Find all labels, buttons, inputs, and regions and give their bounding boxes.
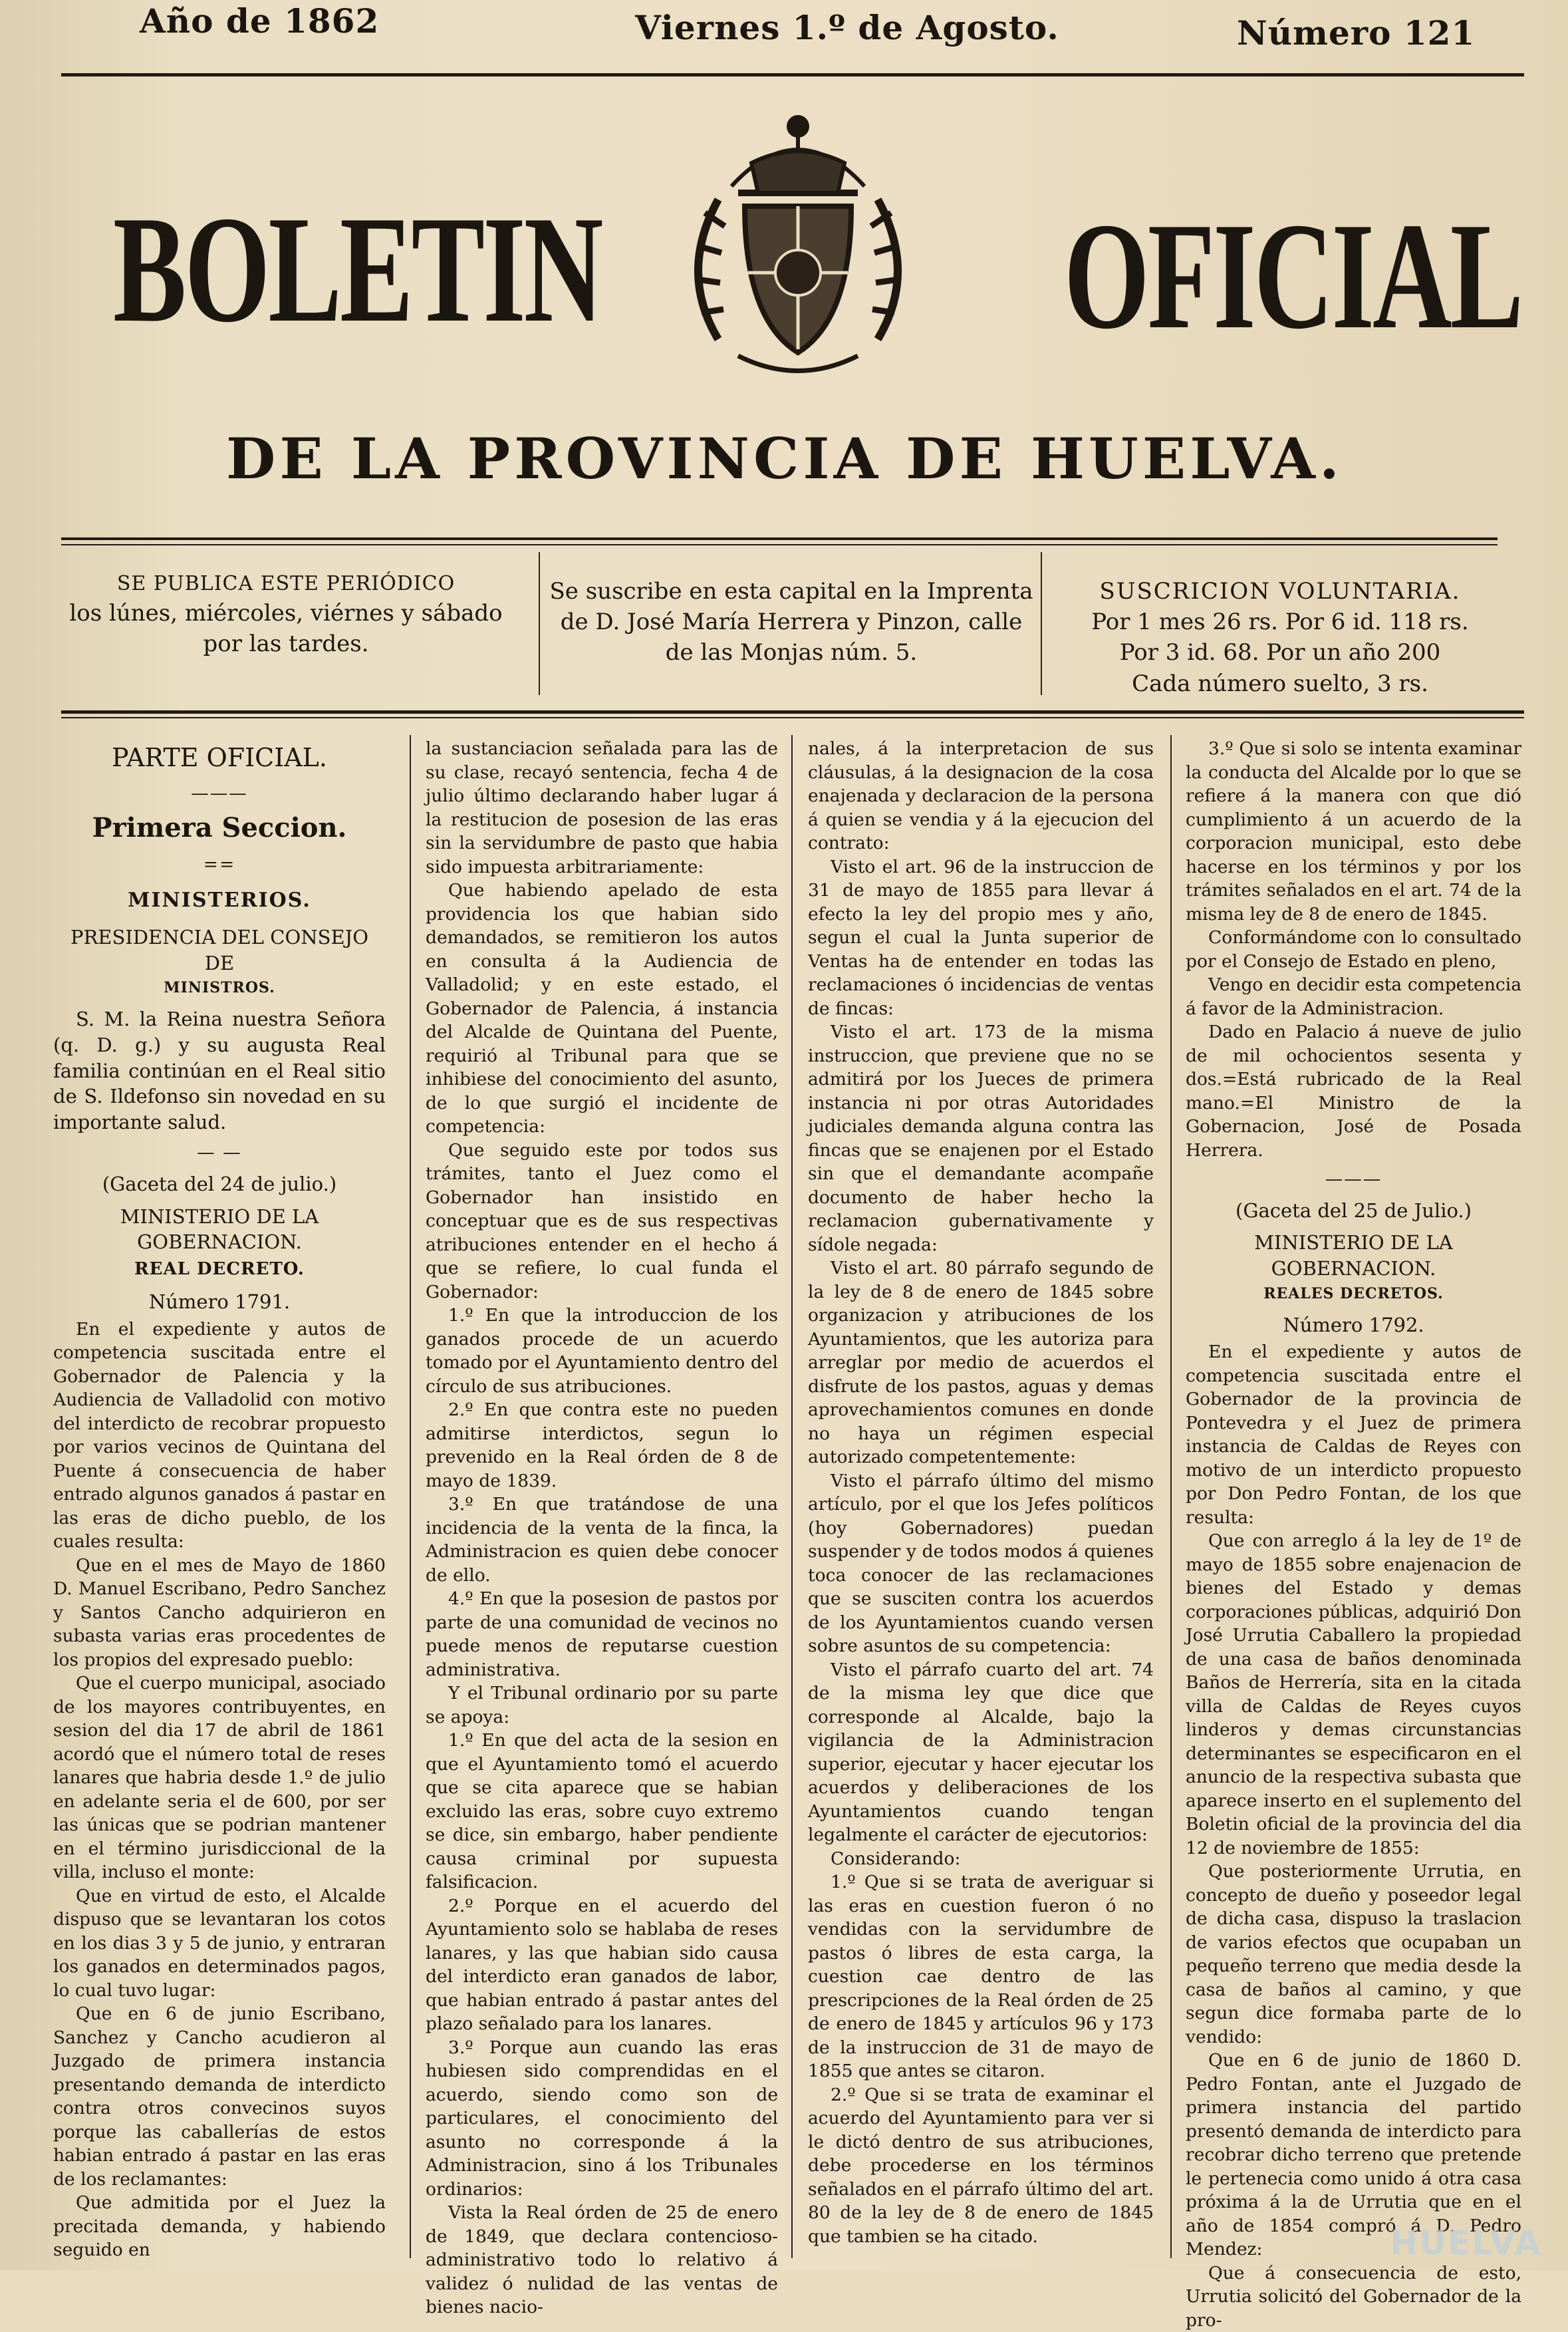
paragraph: 3.º En que tratándose de una incidencia de la venta de la finca, la Administracion es quien debe conocer de ello. — [426, 1494, 778, 1586]
paragraph: 3.º Porque aun cuando las eras hubiesen sido comprendidas en el acuerdo, siendo como son de particulares, el conocimiento del asunto no corresponde á la Administracion, sino á los Tribunales ordinarios: — [426, 2037, 778, 2200]
issue-number: Número 121 — [1237, 13, 1476, 53]
paragraph: En el expediente y autos de competencia suscitada entre el Gobernador de la provincia de Pontevedra y el Juez de primera instancia de Caldas de Reyes con motivo de un interdicto propuesto por Don Pedro Fontan, de los que resulta: — [1186, 1342, 1521, 1528]
ministerio-gobernacion-heading: MINISTERIO DE LA GOBERNACION. — [1254, 1231, 1453, 1280]
paragraph: Que habiendo apelado de esta providencia los que habian sido demandados, se remitieron los autos en consulta á la Audiencia de Valladolid; y en este estado, el Gobernador de Palencia, á instancia del Alcalde de Quintana del Puente, requirió al Tribunal para que se inhibiese del conocimiento del asunto, de lo que surgió el incidente de competencia: — [426, 880, 778, 1137]
archive-watermark: HUELVA — [1390, 2224, 1541, 2262]
primera-seccion-heading: Primera Seccion. — [92, 812, 347, 844]
separator: == — [203, 854, 236, 875]
decree-number: Número 1792. — [1283, 1313, 1424, 1336]
info-prices-heading: SUSCRICION VOLUNTARIA. — [1099, 578, 1461, 605]
issue-year: Año de 1862 — [140, 1, 380, 41]
info-place-line3: de las Monjas núm. 5. — [665, 639, 918, 666]
presidencia-subheading: MINISTROS. — [164, 979, 275, 997]
paragraph: 3.º Que si solo se intenta examinar la conducta del Alcalde por lo que se refiere á la manera con que dió cumplimiento á un acuerdo de la corporacion municipal, esto debe hacerse en los términos y por los trámites señalados en el art. 74 de la misma ley de 8 de enero de 1845. — [1186, 738, 1521, 925]
info-divider-2 — [1041, 552, 1042, 695]
paragraph: Que en 6 de junio de 1860 D. Pedro Fontan, ante el Juzgado de primera instancia del partido presentó demanda de interdicto para recobrar dicho terreno que pretende le pertenecia como unido á otra casa próxima á la de Urrutia que en el año de 1854 compró á D. Pedro Mendez: — [1186, 2050, 1521, 2260]
ministerio-gobernacion-heading: MINISTERIO DE LA GOBERNACION. — [120, 1205, 319, 1254]
paragraph: Conformándome con lo consultado por el Consejo de Estado en pleno, — [1186, 927, 1521, 972]
info-place-line1: Se suscribe en esta capital en la Imprenta — [549, 578, 1033, 605]
paragraph: Vista la Real órden de 25 de enero de 1849, que declara contencioso-administrativo todo lo relativo á validez ó nulidad de las ventas de bienes nacio- — [426, 2202, 778, 2317]
paragraph: Visto el art. 80 párrafo segundo de la ley de 8 de enero de 1845 sobre organizacion y atribuciones de los Ayuntamientos, que les autoriza para arreglar por medio de acuerdos el disfrute de los pastos, aguas y demas aprovechamientos comunes en donde no haya un régimen especial autorizado competentemente: — [808, 1258, 1154, 1467]
paragraph: Que en 6 de junio Escribano, Sanchez y Cancho acudieron al Juzgado de primera instancia presentando demanda de interdicto contra otros convecinos suyos porque las caballerías de estos habian entrado á pastar en las eras de los reclamantes: — [53, 2003, 386, 2190]
info-top-rule — [61, 537, 1498, 540]
gaceta-note: (Gaceta del 24 de julio.) — [102, 1172, 337, 1195]
info-publication-time: por las tardes. — [203, 631, 369, 658]
paragraph: 1.º En que del acta de la sesion en que el Ayuntamiento tomó el acuerdo que se cita aparece que se habian excluido las eras, sobre cuyo extremo se dice, sin embargo, haber pendiente causa criminal por supuesta falsificacion. — [426, 1730, 778, 1892]
paragraph: 2.º Que si se trata de examinar el acuerdo del Ayuntamiento para ver si le dictó dentro de sus atribuciones, debe procederse en los términos señalados en el párrafo último del art. 80 de la ley de 8 de enero de 1845 que tambien se ha citado. — [808, 2084, 1154, 2247]
paragraph: Y el Tribunal ordinario por su parte se apoya: — [426, 1683, 778, 1727]
ministerios-heading: MINISTERIOS. — [128, 888, 311, 912]
info-bottom-rule-thin — [61, 717, 1524, 718]
paragraph: Visto el párrafo cuarto del art. 74 de la misma ley que dice que corresponde al Alcalde, bajo la vigilancia de la Administracion superior, ejecutar y hacer ejecutar los acuerdos y deliberaciones de los Ayuntamientos cuando tengan legalmente el carácter de ejecutorios: — [808, 1659, 1154, 1845]
info-prices-row3: Cada número suelto, 3 rs. — [1132, 670, 1428, 697]
paragraph: Que el cuerpo municipal, asociado de los mayores contribuyentes, en sesion del dia 17 de abril de 1861 acordó que el número total de reses lanares que habria desde 1.º de julio en adelante seria el de 600, por ser las únicas que se podrian mantener en el término jurisdiccional de la villa, incluso el monte: — [53, 1673, 386, 1883]
masthead-subtitle: DE LA PROVINCIA DE HUELVA. — [226, 426, 1343, 492]
separator: — — — [197, 1142, 242, 1163]
info-prices — [1047, 576, 1513, 699]
column-divider-1 — [410, 735, 411, 2258]
info-bottom-rule — [61, 710, 1524, 714]
masthead-right: OFICIAL — [1064, 191, 1522, 361]
issue-date: Viernes 1.º de Agosto. — [635, 8, 1059, 47]
paragraph: Visto el art. 173 de la misma instruccion, que previene que no se admitirá por los Jueces de primera instancia ni por otras Autoridades judiciales demanda alguna contra las fincas que se enajenen por el Estado sin que el demandante acompañe documento de haber hecho la reclamacion gubernativamente y sídole negada: — [808, 1022, 1154, 1255]
info-prices-row1: Por 1 mes 26 rs. Por 6 id. 118 rs. — [1091, 609, 1469, 636]
column-divider-2 — [791, 735, 793, 2258]
paragraph: Que admitida por el Juez la precitada demanda, y habiendo seguido en — [53, 2192, 386, 2261]
coat-of-arms-icon — [638, 100, 958, 392]
paragraph: 2.º En que contra este no pueden admitirse interdictos, segun lo prevenido en la Real órden de 8 de mayo de 1839. — [426, 1399, 778, 1491]
presidencia-heading: PRESIDENCIA DEL CONSEJO DE — [70, 925, 369, 974]
info-publication-days: los lúnes, miércoles, viérnes y sábado — [69, 599, 503, 627]
real-decreto-heading: REAL DECRETO. — [134, 1259, 305, 1280]
paragraph: Que en el mes de Mayo de 1860 D. Manuel Escribano, Pedro Sanchez y Santos Cancho adquirieron en subasta varias eras procedentes de los propios del expresado pueblo: — [53, 1554, 386, 1670]
paragraph: 2.º Porque en el acuerdo del Ayuntamiento solo se hablaba de reses lanares, y las que habian sido causa del interdicto eran ganados de labor, que habian entrado á pastar antes del plazo señalado para los lanares. — [426, 1895, 778, 2034]
gaceta-note: (Gaceta del 25 de Julio.) — [1236, 1199, 1472, 1222]
paragraph: Visto el párrafo último del mismo artículo, por el que los Jefes políticos (hoy Gobernadores) puedan suspender y de todos modos á quienes toca conocer de las reclamaciones que se susciten contra los acuerdos de los Ayuntamientos cuando versen sobre asuntos de su competencia: — [808, 1470, 1154, 1656]
info-top-rule-thin — [61, 544, 1498, 545]
reales-decretos-heading: REALES DECRETOS. — [1263, 1285, 1444, 1303]
info-publication — [53, 571, 519, 659]
paragraph: 1.º Que si se trata de averiguar si las eras en cuestion fueron ó no vendidas con la servidumbre de pastos ó libres de esta carga, la cuestion cae dentro de las prescripciones de la Real órden de 25 de enero de 1845 y artículos 96 y 173 de la instruccion de 31 de mayo de 1855 que antes se citaron. — [808, 1872, 1154, 2081]
paragraph: 1.º En que la introduccion de los ganados procede de un acuerdo tomado por el Ayuntamiento dentro del círculo de sus atribuciones. — [426, 1305, 778, 1397]
paragraph: la sustanciacion señalada para las de su clase, recayó sentencia, fecha 4 de julio último declarando haber lugar á la restitucion de posesion de las eras sin la servidumbre de pasto que habia sido impuesta arbitrariamente: — [426, 738, 778, 877]
reina-paragraph: S. M. la Reina nuestra Señora (q. D. g.) y su augusta Real familia continúan en el Real sitio de S. Ildefonso sin novedad en su importante salud. — [53, 1007, 386, 1134]
column-3 — [808, 737, 1154, 2260]
paragraph: Dado en Palacio á nueve de julio de mil ochocientos sesenta y dos.=Está rubricado de la Real mano.=El Ministro de la Gobernacion, José de Posada Herrera. — [1186, 1022, 1521, 1161]
paragraph: 4.º En que la posesion de pastos por parte de una comunidad de vecinos no puede menos de reputarse cuestion administrativa. — [426, 1588, 778, 1680]
separator: ——— — [1325, 1169, 1382, 1189]
info-prices-row2: Por 3 id. 68. Por un año 200 — [1119, 639, 1441, 666]
paragraph: Que en virtud de esto, el Alcalde dispuso que se levantaran los cotos en los dias 3 y 5 de junio, y entraran los ganados en determinados pagos, lo cual tuvo lugar: — [53, 1885, 386, 2001]
paragraph: Que con arreglo á la ley de 1º de mayo de 1855 sobre enajenacion de bienes del Estado y demas corporaciones públicas, adquirió Don José Urrutia Caballero la propiedad de una casa de baños denominada Baños de Herrería, sita en la citada villa de Caldas de Reyes cuyos linderos y demas circunstancias determinantes se especificaron en el anuncio de la respectiva subasta que aparece inserto en el suplemento del Boletin oficial de la provincia del dia 12 de noviembre de 1855: — [1186, 1530, 1521, 1858]
considerando-heading: Considerando: — [831, 1848, 961, 1869]
parte-oficial-heading: PARTE OFICIAL. — [111, 743, 327, 772]
column-2 — [426, 737, 778, 2317]
separator: ——— — [191, 782, 248, 803]
info-divider-1 — [539, 552, 540, 695]
column-1 — [53, 737, 386, 2260]
paragraph: Que posteriormente Urrutia, en concepto de dueño y poseedor legal de dicha casa, dispuso la traslacion de varios efectos que ocupaban un pequeño terreno que media desde la casa de baños al camino, y que segun dice formaba parte de lo vendido: — [1186, 1861, 1521, 2047]
paragraph: Vengo en decidir esta competencia á favor de la Administracion. — [1186, 974, 1521, 1019]
info-subscription-place — [545, 576, 1037, 668]
info-publication-heading: SE PUBLICA ESTE PERIÓDICO — [116, 572, 456, 595]
paragraph: nales, á la interpretacion de sus cláusulas, á la designacion de la cosa enajenada y declaracion de la persona á quien se vendia y á la ejecucion del contrato: — [808, 738, 1154, 853]
masthead-left: BOLETIN — [113, 184, 602, 354]
top-rule — [61, 73, 1524, 76]
decree-number: Número 1791. — [148, 1290, 291, 1314]
column-4 — [1186, 737, 1521, 2331]
paragraph: Que seguido este por todos sus trámites, tanto el Juez como el Gobernador han insistido en conceptuar que es de sus respectivas atribuciones entender en el hecho á que se refiere, lo cual funda el Gobernador: — [426, 1139, 778, 1302]
paragraph: Visto el art. 96 de la instruccion de 31 de mayo de 1855 para llevar á efecto la ley del propio mes y año, segun el cual la Junta superior de Ventas ha de entender en todas las reclamaciones ó incidencias de ventas de fincas: — [808, 856, 1154, 1019]
column-divider-3 — [1170, 735, 1172, 2258]
info-place-line2: de D. José María Herrera y Pinzon, calle — [560, 609, 1023, 636]
paragraph: Que á consecuencia de esto, Urrutia solicitó del Gobernador de la pro- — [1186, 2262, 1521, 2331]
paragraph: En el expediente y autos de competencia suscitada entre el Gobernador de Palencia y la Audiencia de Valladolid con motivo del interdicto de recobrar propuesto por varios vecinos de Quintana del Puente á consecuencia de haber entrado algunos ganados á pastar en las eras de dicho pueblo, de los cuales resulta: — [53, 1318, 386, 1552]
